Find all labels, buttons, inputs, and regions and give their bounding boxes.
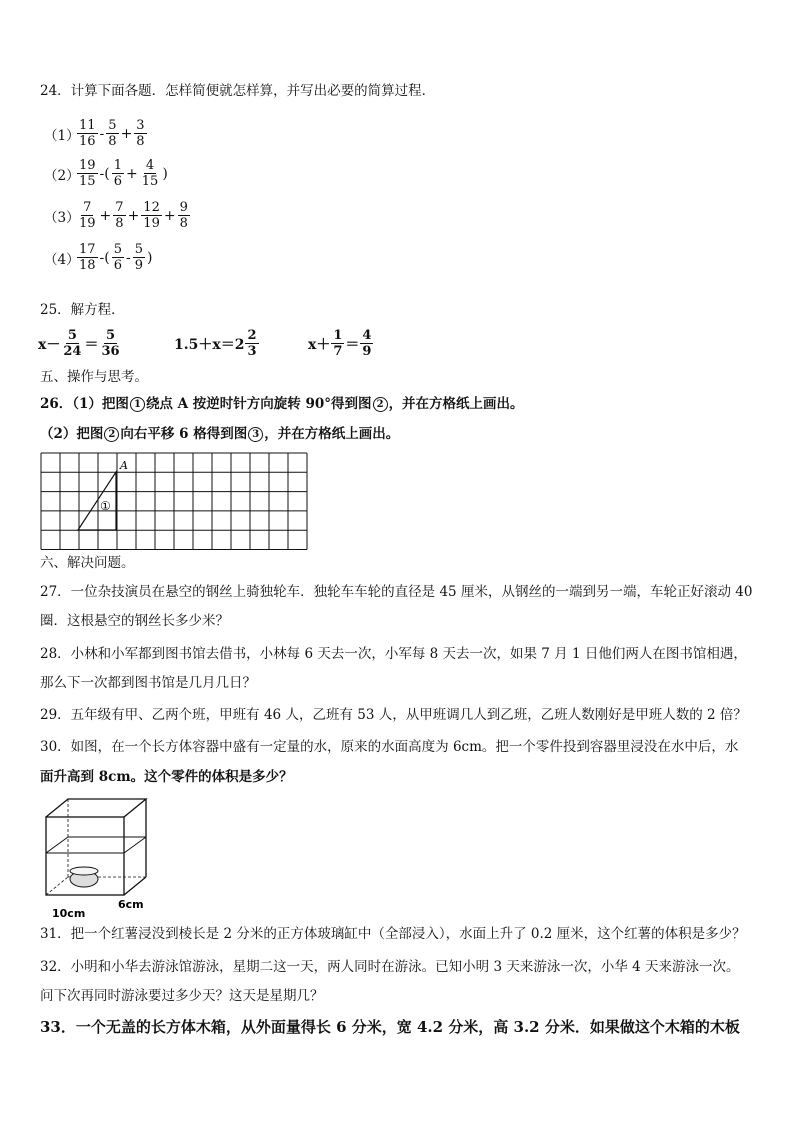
circled-1: 1 xyxy=(130,397,145,412)
eq3-left: x＋ xyxy=(308,336,331,353)
section-six-heading: 六、解决问题。 xyxy=(40,555,135,571)
q27-line1: 27．一位杂技演员在悬空的钢丝上骑独轮车．独轮车车轮的直径是 45 厘米，从钢丝的一端到另一端，车轮正好滚动 40 xyxy=(40,584,753,600)
fraction: $\frac{5}{8}$ xyxy=(108,118,117,149)
operator: + xyxy=(99,207,112,224)
fraction: $\frac{3}{8}$ xyxy=(136,118,145,149)
q24-title: 24．计算下面各题．怎样简便就怎样算，并写出必要的简算过程． xyxy=(40,83,436,99)
fraction: $\frac{11}{16}$ xyxy=(79,118,96,149)
operator: + xyxy=(126,165,138,182)
fraction: $\frac{12}{19}$ xyxy=(143,200,160,231)
operator: ) xyxy=(162,165,168,182)
fraction: $\frac{7}{8}$ xyxy=(115,200,124,231)
eq1-equals: ＝ xyxy=(84,336,99,353)
fraction: $\frac{7}{19}$ xyxy=(79,200,96,231)
operator: -( xyxy=(99,249,110,266)
operator: - xyxy=(126,249,131,266)
eq2-frac1: $\frac{2}{3}$ xyxy=(247,328,257,359)
calc-item-index: （1） xyxy=(44,127,80,144)
fraction: $\frac{9}{8}$ xyxy=(179,200,188,231)
depth-label: 6cm xyxy=(118,898,144,911)
q32-line1: 32．小明和小华去游泳馆游泳，星期二这一天，两人同时在游泳。已知小明 3 天来游泳一次，小华 4 天来游泳一次。 xyxy=(40,959,740,975)
eq1-left: x－ xyxy=(38,336,61,353)
eq3-frac2: $\frac{4}{9}$ xyxy=(362,328,372,359)
q25-title: 25．解方程． xyxy=(40,302,125,318)
grid-paper xyxy=(40,452,308,550)
fraction: $\frac{17}{18}$ xyxy=(79,242,96,273)
q28-line2: 那么下一次都到图书馆是几月几日？ xyxy=(40,675,256,691)
eq1-frac2: $\frac{5}{36}$ xyxy=(101,328,120,359)
calc-item-index: （2） xyxy=(44,167,80,184)
container-figure xyxy=(38,793,168,921)
q32-line2: 问下次再同时游泳要过多少天？这天是星期几？ xyxy=(40,988,324,1004)
calc-item-index: （3） xyxy=(44,209,80,226)
circled-2b: 2 xyxy=(104,427,119,442)
q26-part1: 26．（1）把图 1 绕点 A 按逆时针方向旋转 90°得到图 2 ，并在方格纸上画出。 xyxy=(40,396,524,412)
operator: ) xyxy=(147,249,153,266)
eq2-left: 1.5＋x＝2 xyxy=(174,336,245,353)
fraction: $\frac{5}{6}$ xyxy=(113,242,123,273)
point-a-label: A xyxy=(120,459,128,472)
calc-item xyxy=(44,158,169,189)
fraction: $\frac{19}{15}$ xyxy=(79,158,96,189)
equation-2 xyxy=(174,328,260,359)
q30-line2: 面升高到 8cm。这个零件的体积是多少？ xyxy=(40,769,293,785)
equation-3 xyxy=(308,328,374,359)
calc-item xyxy=(44,118,148,149)
fraction: $\frac{4}{15}$ xyxy=(141,158,159,189)
operator: + xyxy=(120,125,133,142)
operator: - xyxy=(99,125,105,142)
eq3-equals: ＝ xyxy=(345,336,360,353)
q28-line1: 28．小林和小军都到图书馆去借书，小林每 6 天去一次，小军每 8 天去一次，如果 7 月 1 日他们两人在图书馆相遇， xyxy=(40,646,747,662)
eq3-frac1: $\frac{1}{7}$ xyxy=(333,328,343,359)
operator: + xyxy=(127,207,140,224)
q33-text: 33．一个无盖的长方体木箱，从外面量得长 6 分米，宽 4.2 分米，高 3.2 分米．如果做这个木箱的木板 xyxy=(40,1018,740,1036)
q30-line1: 30．如图，在一个长方体容器中盛有一定量的水，原来的水面高度为 6cm。把一个零件投到容器里浸没在水中后，水 xyxy=(40,739,739,755)
q26-part2: （2）把图 2 向右平移 6 格得到图 3 ，并在方格纸上画出。 xyxy=(40,426,400,442)
q27-line2: 圈．这根悬空的钢丝长多少米？ xyxy=(40,613,229,629)
calc-item xyxy=(44,200,191,231)
operator: -( xyxy=(99,165,110,182)
operator: + xyxy=(163,207,176,224)
fraction: $\frac{1}{6}$ xyxy=(113,158,123,189)
shape-1-label: ① xyxy=(100,499,111,513)
width-label: 10cm xyxy=(52,907,86,920)
section-five-heading: 五、操作与思考。 xyxy=(40,369,148,385)
q29-text: 29．五年级有甲、乙两个班，甲班有 46 人，乙班有 53 人，从甲班调几人到乙班，乙班人数刚好是甲班人数的 2 倍？ xyxy=(40,707,747,723)
circled-2: 2 xyxy=(373,397,388,412)
calc-item-index: （4） xyxy=(44,251,80,268)
equation-1 xyxy=(38,328,123,359)
fraction: $\frac{5}{9}$ xyxy=(134,242,144,273)
q31-text: 31．把一个红薯浸没到棱长是 2 分米的正方体玻璃缸中（全部浸入），水面上升了 0.2 厘米，这个红薯的体积是多少？ xyxy=(40,926,746,942)
eq1-frac1: $\frac{5}{24}$ xyxy=(63,328,82,359)
calc-item xyxy=(44,242,154,273)
circled-3: 3 xyxy=(248,427,263,442)
